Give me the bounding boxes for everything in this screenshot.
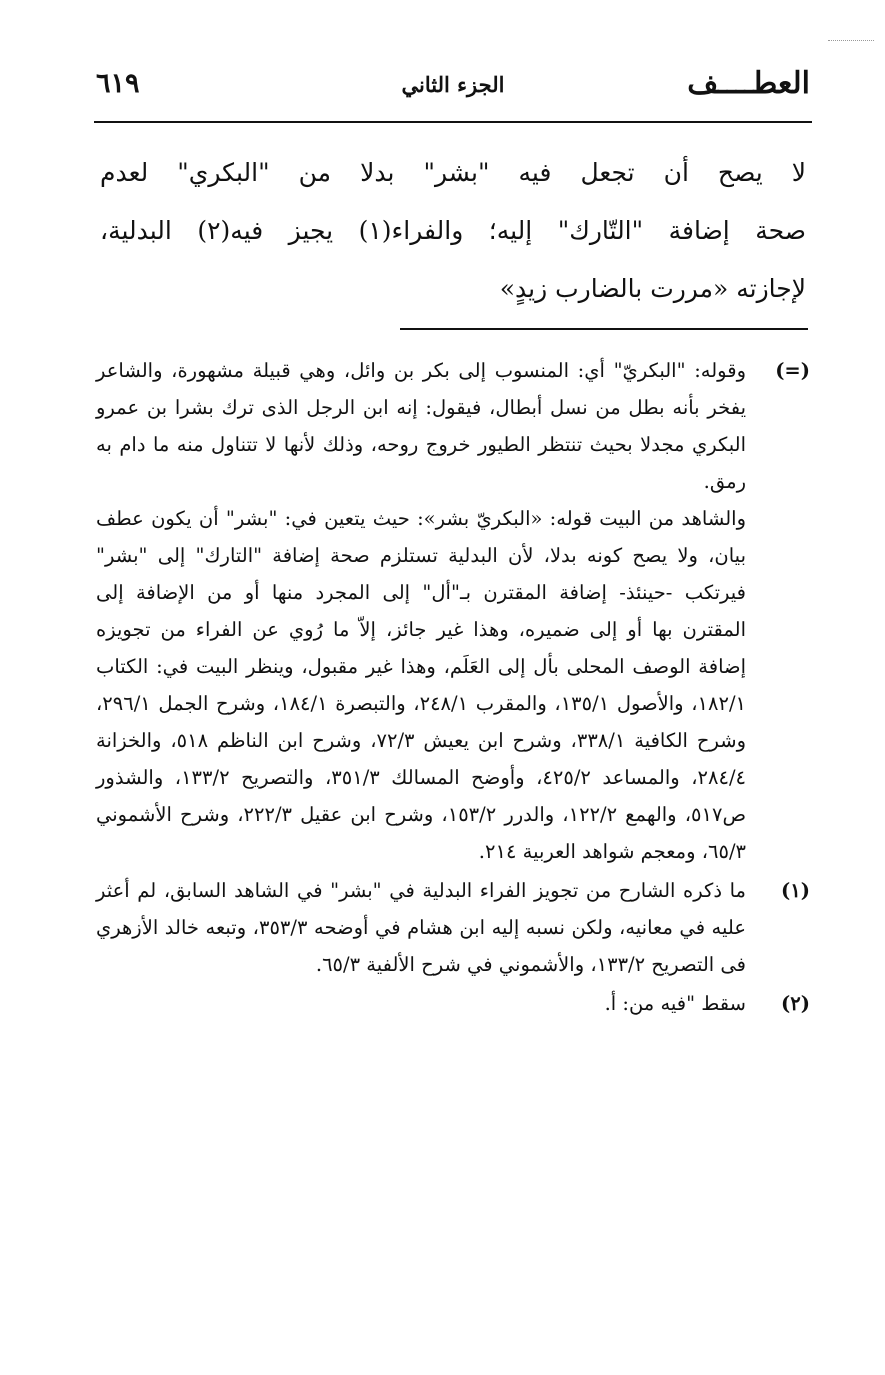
scan-mark <box>828 40 874 41</box>
footnote-paragraph: وقوله: "البكريّ" أي: المنسوب إلى بكر بن وائل، وهي قبيلة مشهورة، والشاعر يفخر بأنه بطل من نسل أبطال، فيقول: إنه ابن الرجل الذى ترك بشرا بن عمرو البكري مجدلا بحيث تنتظر الطيور خروج روحه، وذلك لأنها لا تتناول منه ما دام به رمق. <box>96 359 746 493</box>
footnote-separator <box>400 328 808 330</box>
footnote-continued <box>96 352 810 870</box>
footnote-paragraph: والشاهد من البيت قوله: «البكريّ بشر»: حيث يتعين في: "بشر" أن يكون عطف بيان، ولا يصح كونه بدلا، لأن البدلية تستلزم صحة إضافة "التارك" إلى "بشر" فيرتكب -حينئذ- إضافة المقترن بـ"أل" إلى المجرد منها أو من الإضافة إلى المقترن بها أو إلى ضميره، وهذا غير جائز، إلاّ ما رُوي عن الفراء من تجويزه إضافة الوصف المحلى بأل إلى العَلَم، وهذا غير مقبول، وينظر البيت في: الكتاب ١٨٢/١، والأصول ١٣٥/١، والمقرب ٢٤٨/١، والتبصرة ١٨٤/١، وشرح الجمل ٢٩٦/١، وشرح الكافية ٣٣٨/١، وشرح ابن يعيش ٧٢/٣، وشرح ابن الناظم ٥١٨، والخزانة ٢٨٤/٤، والمساعد ٤٢٥/٢، وأوضح المسالك ٣٥١/٣، والتصريح ١٣٣/٢، والشذور ص٥١٧، والهمع ١٢٢/٢، والدرر ١٥٣/٢، وشرح ابن عقيل ٢٢٢/٣، وشرح الأشموني ٦٥/٣، ومعجم شواهد العربية ٢١٤. <box>96 507 747 863</box>
text-line: لإجازته «مررت بالضارب زيدٍ» <box>499 274 806 303</box>
footnotes <box>96 352 810 1024</box>
footnote-2 <box>96 985 810 1022</box>
text-line: لا يصح أن تجعل فيه "بشر" بدلا من "البكري" لعدم <box>100 158 806 187</box>
footnote-marker: (=) <box>775 359 810 382</box>
chapter-title: العطــــف <box>687 66 810 101</box>
page-header <box>96 66 810 110</box>
page-number: ٦١٩ <box>96 68 140 99</box>
header-rule <box>94 121 812 123</box>
footnote-paragraph: ما ذكره الشارح من تجويز الفراء البدلية في "بشر" في الشاهد السابق، لم أعثر عليه في معانيه، ولكن نسبه إليه ابن هشام في أوضحه ٣٥٣/٣، وتبعه خالد الأزهري فى التصريح ١٣٣/٢، والأشموني في شرح الألفية ٦٥/٣. <box>96 879 746 976</box>
footnote-marker: (١) <box>781 879 810 902</box>
text-line: صحة إضافة "التّارك" إليه؛ والفراء(١) يجيز فيه(٢) البدلية، <box>100 216 806 245</box>
footnote-1 <box>96 872 810 983</box>
footnote-marker: (٢) <box>781 992 810 1015</box>
main-text <box>100 144 806 318</box>
volume-label: الجزء الثاني <box>401 72 505 97</box>
footnote-paragraph: سقط "فيه من: أ. <box>604 992 746 1015</box>
